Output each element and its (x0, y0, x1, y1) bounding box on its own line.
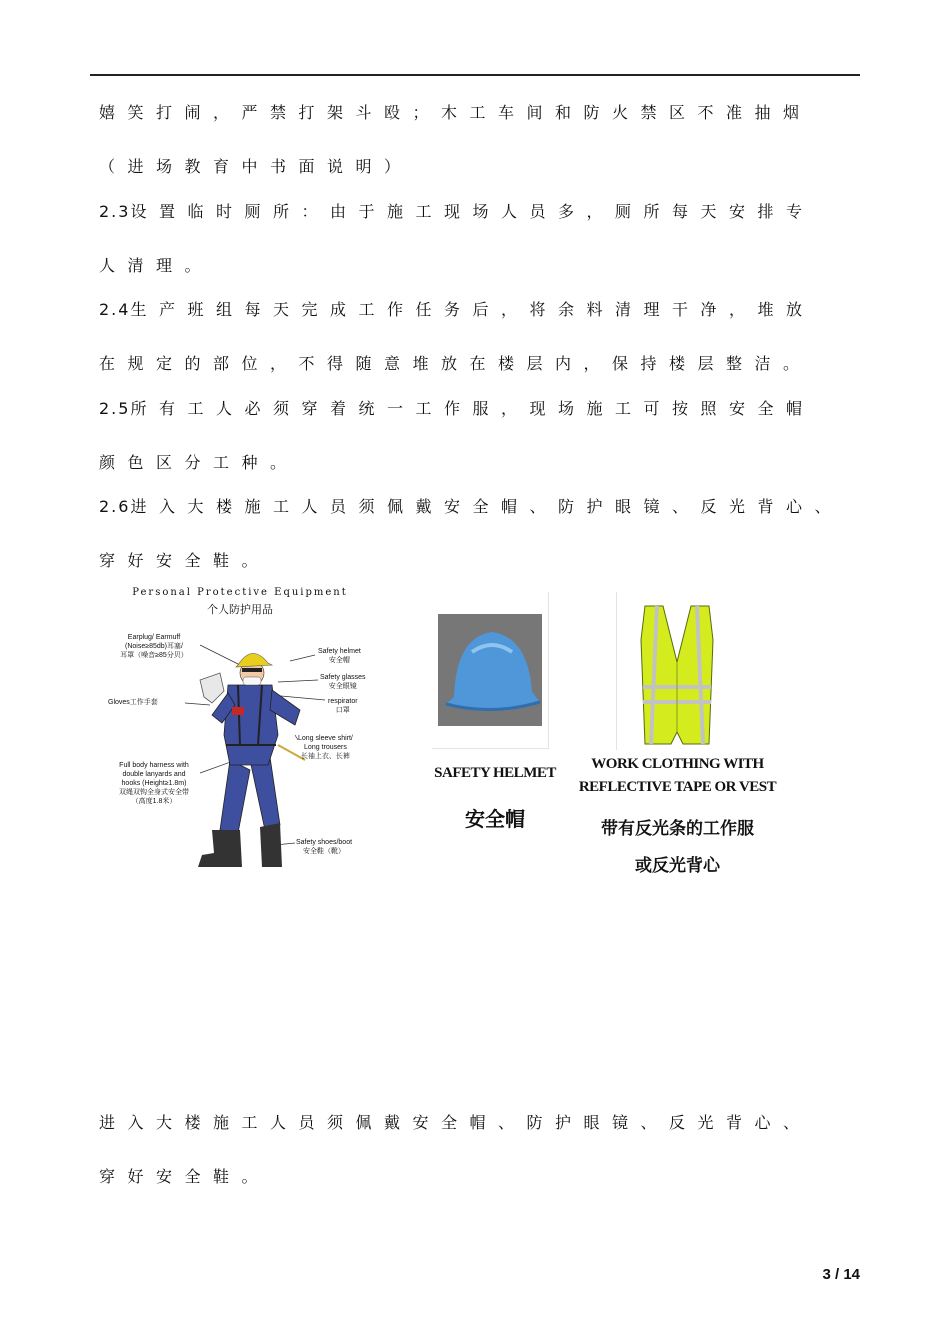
paragraph-line: 穿好安全鞋。 (99, 1167, 271, 1186)
ppe-figure (100, 585, 390, 885)
section-number: 2.5 (99, 399, 131, 418)
label-glasses: Safety glasses 安全眼镜 (320, 674, 366, 690)
paragraph-line: 2.4生产班组每天完成工作任务后，将余料清理干净，堆放 (99, 300, 815, 319)
section-number: 2.6 (99, 497, 131, 516)
label-respirator: respirator 口罩 (328, 698, 358, 714)
helmet-photo (432, 592, 549, 749)
paragraph-line: 2.3设置临时厕所：由于施工现场人员多，厕所每天安排专 (99, 202, 815, 221)
paragraph-line: （进场教育中书面说明） (99, 157, 413, 176)
vest-caption-cn2: 或反光背心 (635, 856, 720, 875)
helmet-caption-cn: 安全帽 (465, 809, 525, 831)
header-rule (90, 74, 860, 76)
ppe-title-en: Personal Protective Equipment (132, 587, 348, 598)
label-sleeve: Long sleeve shirt/ Long trousers 长袖上衣、长裤 (298, 735, 353, 760)
page-number: 3 / 14 (822, 1266, 860, 1283)
vest-photo (616, 592, 737, 750)
paragraph-line: 嬉笑打闹，严禁打架斗殴；木工车间和防火禁区不准抽烟 (99, 103, 812, 122)
helmet-caption-en: SAFETY HELMET (434, 765, 556, 781)
paragraph-line: 颜色区分工种。 (99, 453, 299, 472)
ppe-title-cn: 个人防护用品 (207, 603, 273, 616)
helmet-icon (432, 592, 548, 748)
paragraph-line: 在规定的部位，不得随意堆放在楼层内，保持楼层整洁。 (99, 354, 812, 373)
section-number: 2.3 (99, 202, 131, 221)
vest-caption-cn1: 带有反光条的工作服 (601, 819, 754, 838)
paragraph-line: 2.6进入大楼施工人员须佩戴安全帽、防护眼镜、反光背心、 (99, 497, 843, 516)
section-number: 2.4 (99, 300, 131, 319)
paragraph-line: 人清理。 (99, 256, 214, 275)
label-harness: Full body harness with double lanyards and hooks (Height≥1.8m) 双绳双钩全身式安全带 （高度1.8米） (119, 762, 189, 805)
vest-icon (617, 592, 737, 750)
vest-caption-en2: REFLECTIVE TAPE OR VEST (578, 779, 777, 795)
vest-caption-en1: WORK CLOTHING WITH (591, 756, 764, 772)
paragraph-line: 进入大楼施工人员须佩戴安全帽、防护眼镜、反光背心、 (99, 1113, 812, 1132)
label-shoes: Safety shoes/boot 安全鞋（靴） (296, 839, 353, 855)
label-helmet: Safety helmet 安全帽 (318, 648, 361, 664)
paragraph-line: 穿好安全鞋。 (99, 551, 271, 570)
label-earplug: Earplug/ Earmuff (Noise≥85db)耳塞/ 耳罩（噪音≥85分贝） (120, 634, 188, 659)
label-gloves: Gloves工作手套 (108, 699, 158, 706)
paragraph-line: 2.5所有工人必须穿着统一工作服，现场施工可按照安全帽 (99, 399, 815, 418)
